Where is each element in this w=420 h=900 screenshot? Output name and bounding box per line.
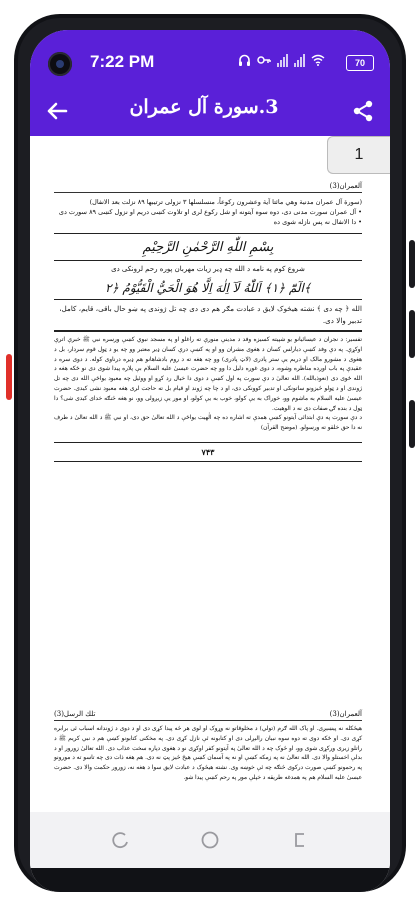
device-screen — [30, 30, 390, 892]
wifi-icon — [311, 54, 325, 66]
header-left: آلعمران(3) — [329, 710, 362, 718]
bismillah-translation: شروع کوم په نامه د الله چه ډیر زیات مهربان پوره رحم لرونکی دی — [111, 265, 305, 273]
system-nav-bar — [30, 812, 390, 868]
share-icon[interactable] — [350, 98, 376, 124]
page-header — [54, 710, 362, 721]
page-number: ۷۴۳ — [201, 446, 215, 457]
status-time: 7:22 PM — [90, 52, 155, 71]
app-bar — [30, 86, 390, 136]
footnote-line: (سورة آل عمران مدنية وهي مائتا آية وعشرون ركوعاً، منسلسلها ۳ نزولی ترتیبها ۸۹ نزلت بعد الانفال) — [89, 198, 362, 206]
footnote-line: • دا الانفال نه پس نازله شوی ده — [273, 218, 362, 226]
scanned-page-1 — [54, 182, 362, 462]
page-divider — [54, 461, 362, 462]
nav-home-icon[interactable] — [200, 830, 220, 850]
status-icons — [238, 53, 325, 67]
surah-footnotes — [54, 193, 362, 233]
book-page-viewer[interactable] — [30, 136, 390, 812]
page-title: 3.سورة آل عمران — [129, 96, 279, 118]
verse-translation: الله ﴿ چه دی ﴾ نشته هیڅوک لایق د عبادت مګر هم دی دی چه تل ژوندی په ښو حال باقی، قایم، کامل، تدبیر والا دی. — [54, 299, 362, 332]
bismillah-banner: بِسْمِ اللّٰهِ الرَّحْمٰنِ الرَّحِيْمِ — [54, 233, 362, 261]
power-button — [6, 354, 12, 400]
phone-chin — [30, 868, 390, 892]
tafsir-paragraph: تفسیر: د نجران د عیسائیانو یو شپیته کسیزه وفد د مدینې منورې ته راغلو او په مسجد نبوي کښې ورسره نبي ﷺ خبرې اترې اوکړې. په دې وفد کښې دیارلس کسان د هغوی مشران وو او په کښې درې کسان ډیر معتبر وو چه یو د ټول قوم سردار، بل د هغوی د مشورو مالک او دریم یې ستر پادری (لاټ پادری) وو چه هغه ته د روم بادشاهانو هم ډیره درناوی کوله. د دوی سره د عقیدې په باب اوږده مناظره وشوه، د دوی غوره دلیل دا وو چه حضرت عیسیٰ علیه السلام بې پلاره پیدا شوی دی نو ځکه هغه د الله ځوی دی (نعوذبالله). الله تعالیٰ د دې سورت په اول کښې د دوی دا خیال رد کړو او ووئیل چه معبود یواځې الله دی چه تل ژوندی او د ټولو څیزونو ساتونکی او تدبیر کوونکی دی، او د چا چه ژوند او قیام بل ته حاجت لری هغه معبود نشی کیدی. حضرت عیسیٰ علیه السلام به ماشوم وو، خوراک به یې کولو، خوب به یې کولو، او مور یې زیږولی وو، نو هغه څنګه خدای کیدی شی؟ دا ټول د بنده ګۍ صفات دی نه د الوهیت. — [54, 337, 362, 412]
scanned-page-2 — [54, 710, 362, 784]
volume-up-button — [409, 240, 415, 288]
page-header — [54, 182, 362, 193]
key-icon — [257, 54, 271, 66]
signal-icon-2 — [294, 53, 305, 67]
header-left: آلعمران(3) — [329, 182, 362, 190]
nav-recents-icon[interactable] — [110, 830, 130, 850]
headset-icon — [238, 54, 251, 67]
status-bar — [30, 30, 390, 86]
volume-down-button — [409, 310, 415, 358]
footnote-line: • آل عمران سورت مدنی دی، دوه سوه آیتونه او شل رکوع لری او تلاوت کښی دریم او نزول کښی ۸۹ سورت دی — [58, 208, 362, 216]
nav-back-icon[interactable] — [290, 830, 310, 850]
verse-heading: الٓمّٓ ﴿١﴾ اَللّٰهُ لَآ اِلٰهَ اِلَّا هُوَ الْحَيُّ الْقَيُّوْمُ ﴿٢﴾ — [105, 281, 311, 295]
battery-indicator: 70 — [346, 55, 374, 71]
tafsir-paragraph: هیڅکله نه پیښیږی. او پاک الله ګرم (تولي) د مخلوقاتو نه وړوک او لوی هر څه پیدا کړی دی او د دوی د ژوندانه اسباب ئی برابره کړی دی. او ځکه دوی ته دوه سوه نبیان رالیږلی دی او کتابونه ئې نازل کړی دی. په مخکنی کتابونو کښې هم د نبي کریم ﷺ د راتلو زیری ورکړی شوی وو، او څوک چه د الله تعالیٰ په آیتونو کفر اوکړی نو د هغوی دپاره سخت عذاب دی. الله تعالیٰ زورور او د بدلې اخستلو والا دی. الله تعالیٰ نه په زمکه کښې او نه په آسمان کښې هیڅ څیز پټ نه دی. هم هغه ذات دی چه تاسو ته د مورونو په رحمونو کښې صورت درکوی څنګه چه ئې خوښه وی. نشته هیڅوک د عبادت لایق سوا د هغه نه، زورور حکمت والا دی. حضرت عیسیٰ علیه السلام هم په همدغه طریقه د خپلې مور په رحم کښې پیدا شو. — [54, 726, 362, 781]
arrow-left-icon[interactable] — [44, 98, 70, 124]
front-camera — [48, 52, 72, 76]
page-indicator[interactable]: 1 — [327, 136, 390, 174]
signal-icon — [277, 53, 288, 67]
tafsir-paragraph: د دې سورت په دې ابتدائی آیتونو کښې همدې ته اشاره ده چه الٰهیت یواځې د الله تعالیٰ حق دی، او نبي ﷺ د الله تعالیٰ د طرف نه دا حق خلقو ته ورسولو. (موضح القرآن) — [54, 415, 362, 432]
header-right: تلك الرسل(3) — [54, 710, 96, 718]
bixby-button — [409, 400, 415, 448]
